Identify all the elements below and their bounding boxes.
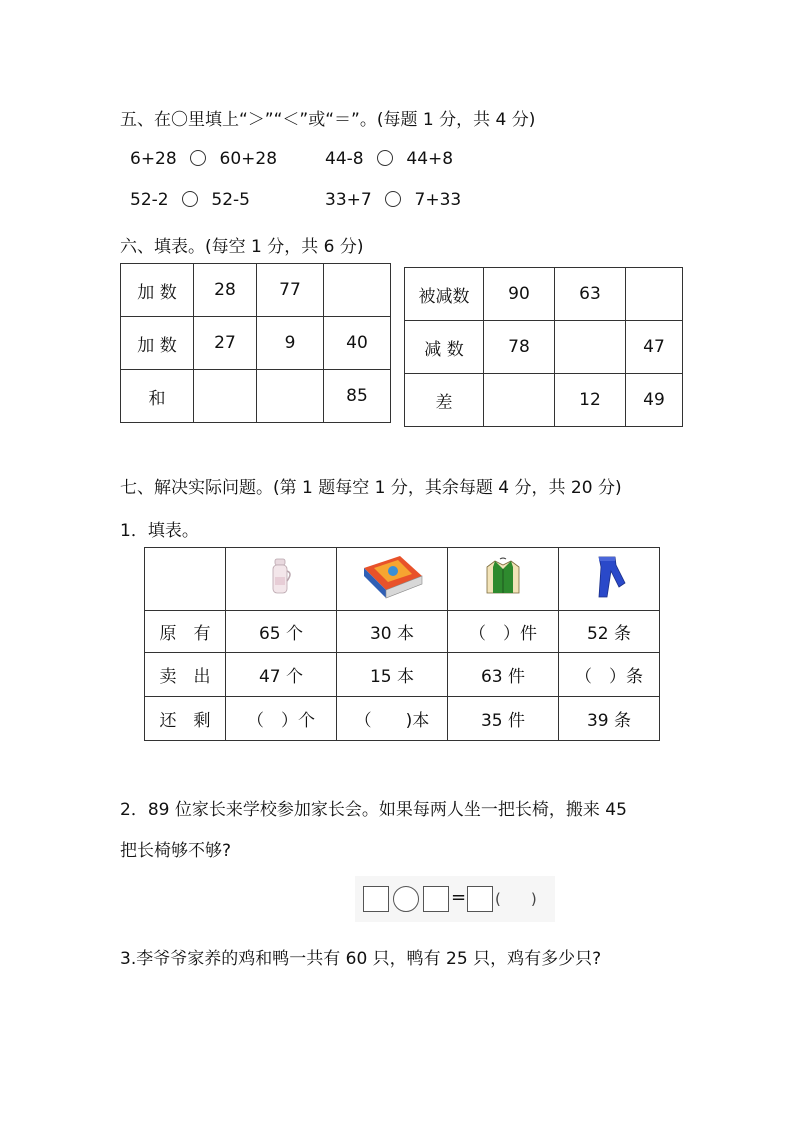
compare-left: 52-2 — [130, 190, 169, 210]
table-cell: 差 — [405, 374, 484, 427]
table-cell[interactable] — [626, 268, 683, 321]
compare-left: 44-8 — [325, 149, 364, 169]
header-jacket — [448, 548, 559, 611]
row-label: 原 有 — [145, 611, 226, 653]
table-cell: 35 件 — [448, 697, 559, 741]
table-cell: 40 — [324, 317, 391, 370]
goods-table — [144, 547, 660, 741]
equals-sign: = — [451, 887, 467, 908]
compare-right: 44+8 — [406, 149, 454, 169]
subtraction-table — [404, 267, 683, 427]
section6-title: 六、填表。(每空 1 分，共 6 分) — [120, 237, 364, 257]
table-cell: 52 条 — [559, 611, 660, 653]
table-cell: 9 — [257, 317, 324, 370]
compare-circle[interactable] — [377, 150, 393, 166]
table-cell[interactable] — [555, 321, 626, 374]
addition-table — [120, 263, 391, 423]
equation-operator-circle[interactable] — [393, 886, 419, 912]
table-cell: 39 条 — [559, 697, 660, 741]
table-cell: 加 数 — [121, 317, 194, 370]
compare-circle[interactable] — [182, 191, 198, 207]
compare-circle[interactable] — [385, 191, 401, 207]
book-icon — [360, 554, 424, 600]
table-cell: 30 本 — [337, 611, 448, 653]
jacket-icon — [483, 557, 523, 597]
q2-line1: 2．89 位家长来学校参加家长会。如果每两人坐一把长椅，搬来 45 — [120, 800, 627, 820]
compare-item-1 — [130, 149, 277, 169]
row-label: 卖 出 — [145, 653, 226, 697]
section5-title: 五、在〇里填上“＞”“＜”或“＝”。(每题 1 分，共 4 分) — [120, 110, 536, 130]
header-book — [337, 548, 448, 611]
table-cell: 63 — [555, 268, 626, 321]
table-cell: 63 件 — [448, 653, 559, 697]
table-cell: 15 本 — [337, 653, 448, 697]
table-cell: 47 — [626, 321, 683, 374]
table-cell: 12 — [555, 374, 626, 427]
table-cell: 27 — [194, 317, 257, 370]
table-cell: 49 — [626, 374, 683, 427]
q2-line2: 把长椅够不够? — [120, 841, 232, 861]
table-cell-blank[interactable]: （ )本 — [337, 697, 448, 741]
table-cell: 加 数 — [121, 264, 194, 317]
compare-item-4 — [325, 190, 461, 210]
row-label: 还 剩 — [145, 697, 226, 741]
table-cell-empty — [145, 548, 226, 611]
trousers-icon — [589, 555, 629, 599]
table-cell: 65 个 — [226, 611, 337, 653]
equation-box-1[interactable] — [363, 886, 389, 912]
table-cell[interactable] — [324, 264, 391, 317]
unit-blank[interactable]: ( ) — [495, 890, 537, 908]
table-cell: 减 数 — [405, 321, 484, 374]
equation-box-3[interactable] — [467, 886, 493, 912]
table-cell: 85 — [324, 370, 391, 423]
table-cell: 77 — [257, 264, 324, 317]
table-cell: 被减数 — [405, 268, 484, 321]
table-cell[interactable] — [194, 370, 257, 423]
q1-title: 1．填表。 — [120, 521, 199, 541]
table-cell-blank[interactable]: （ ）个 — [226, 697, 337, 741]
table-cell: 28 — [194, 264, 257, 317]
section7-title: 七、解决实际问题。(第 1 题每空 1 分，其余每题 4 分，共 20 分) — [120, 478, 622, 498]
table-cell[interactable] — [484, 374, 555, 427]
equation-box-2[interactable] — [423, 886, 449, 912]
table-cell: 78 — [484, 321, 555, 374]
q2-equation — [355, 876, 555, 922]
table-cell[interactable] — [257, 370, 324, 423]
table-cell-blank[interactable]: （ ）件 — [448, 611, 559, 653]
compare-item-2 — [325, 149, 453, 169]
q3-text: 3.李爷爷家养的鸡和鸭一共有 60 只，鸭有 25 只，鸡有多少只? — [120, 949, 602, 969]
compare-item-3 — [130, 190, 250, 210]
table-cell: 47 个 — [226, 653, 337, 697]
header-trousers — [559, 548, 660, 611]
compare-circle[interactable] — [190, 150, 206, 166]
compare-left: 6+28 — [130, 149, 177, 169]
table-cell: 和 — [121, 370, 194, 423]
compare-right: 60+28 — [219, 149, 278, 169]
compare-right: 7+33 — [414, 190, 462, 210]
header-thermos — [226, 548, 337, 611]
compare-right: 52-5 — [211, 190, 250, 210]
thermos-icon — [268, 557, 294, 597]
compare-left: 33+7 — [325, 190, 372, 210]
table-cell: 90 — [484, 268, 555, 321]
table-cell-blank[interactable]: （ ）条 — [559, 653, 660, 697]
